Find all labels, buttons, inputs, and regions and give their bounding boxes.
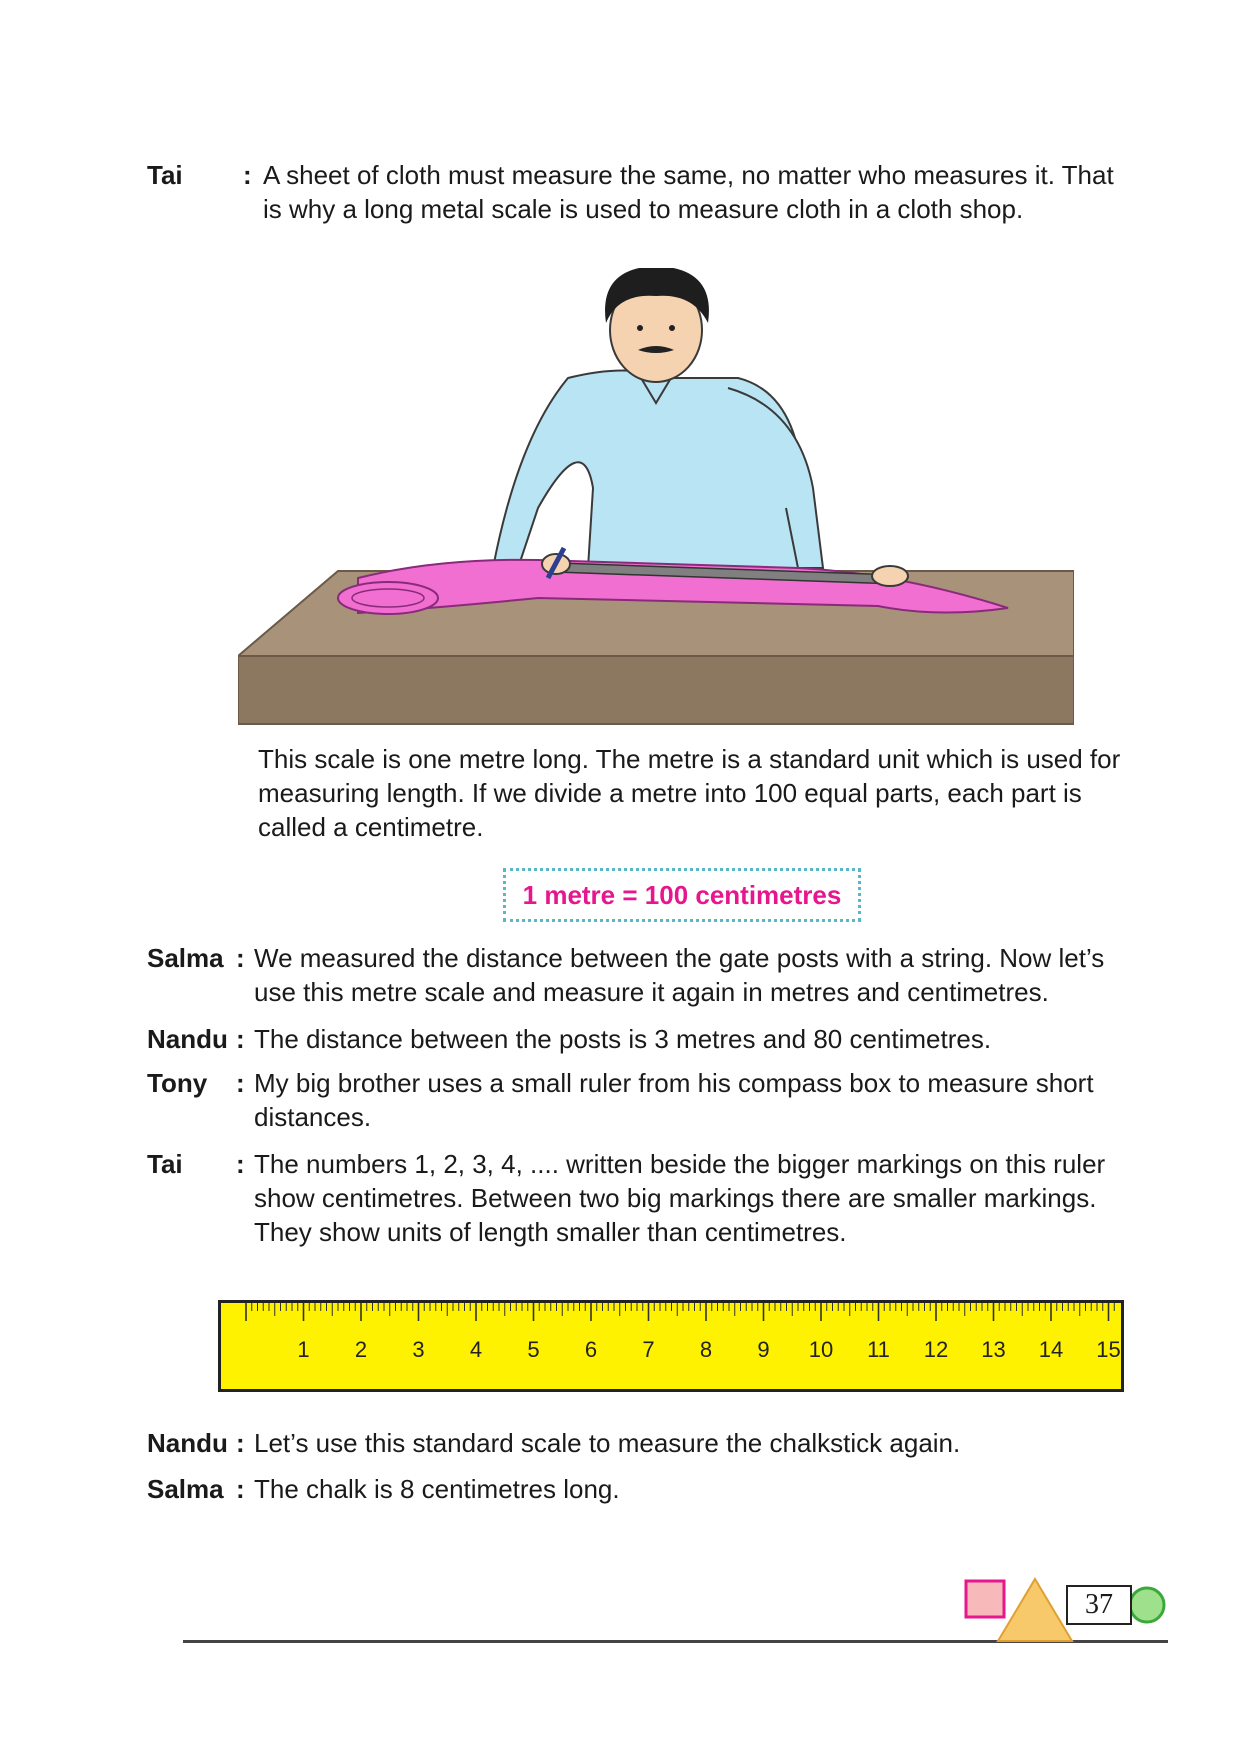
colon: : (236, 1149, 245, 1179)
dialogue-line: show centimetres. Between two big markings there are smaller markings. (254, 1183, 1097, 1213)
ruler-label: 11 (867, 1337, 890, 1362)
ruler-label: 4 (469, 1337, 483, 1362)
ruler-label: 14 (1038, 1337, 1064, 1362)
formula-box (503, 868, 861, 922)
yellow-triangle-icon (998, 1579, 1072, 1641)
ruler-label: 8 (699, 1337, 713, 1362)
dialogue-line: A sheet of cloth must measure the same, no matter who measures it. That (263, 160, 1114, 190)
dialogue-line: My big brother uses a small ruler from his compass box to measure short (254, 1068, 1094, 1098)
colon: : (236, 1428, 245, 1458)
dialogue-line: We measured the distance between the gate posts with a string. Now let’s (254, 943, 1105, 973)
paragraph-line: This scale is one metre long. The metre is a standard unit which is used for (258, 744, 1121, 774)
ruler (218, 1300, 1124, 1392)
dialogue-line: They show units of length smaller than centimetres. (254, 1217, 847, 1247)
ruler-label: 1 (297, 1337, 310, 1362)
ruler-label: 12 (923, 1337, 949, 1362)
colon: : (236, 1068, 245, 1098)
dialogue-line: The distance between the posts is 3 metres and 80 centimetres. (254, 1024, 992, 1054)
formula-text: 1 metre = 100 centimetres (522, 879, 842, 910)
ruler-label: 15 (1096, 1337, 1121, 1362)
speaker-label: Tai (147, 1149, 183, 1179)
dialogue-line: The chalk is 8 centimetres long. (254, 1474, 620, 1504)
colon: : (243, 160, 252, 190)
speaker-label: Salma (147, 943, 224, 973)
right-hand (872, 566, 908, 586)
colon: : (236, 1024, 245, 1054)
paragraph-line: measuring length. If we divide a metre into 100 equal parts, each part is (258, 778, 1082, 808)
ruler-label: 6 (584, 1337, 598, 1362)
speaker-label: Tai (147, 160, 183, 190)
colon: : (236, 943, 245, 973)
cloth-measuring-illustration (238, 268, 1074, 728)
speaker-label: Nandu (147, 1428, 228, 1458)
ruler-label: 3 (412, 1337, 425, 1362)
ruler-label: 7 (642, 1337, 655, 1362)
ruler-label: 13 (981, 1337, 1006, 1362)
dialogue-line: The numbers 1, 2, 3, 4, .... written beside the bigger markings on this ruler (254, 1149, 1106, 1179)
ruler-label: 5 (527, 1337, 540, 1362)
speaker-label: Nandu (147, 1024, 228, 1054)
ruler-label: 2 (354, 1337, 368, 1362)
dialogue-line: distances. (254, 1102, 372, 1132)
dialogue-line: use this metre scale and measure it again in metres and centimetres. (254, 977, 1049, 1007)
dialogue-line: Let’s use this standard scale to measure the chalkstick again. (254, 1428, 961, 1458)
colon: : (236, 1474, 245, 1504)
page-number: 37 (1066, 1585, 1132, 1625)
ruler-label: 10 (808, 1337, 834, 1362)
pink-square-icon (966, 1581, 1004, 1617)
green-circle-icon (1130, 1588, 1164, 1622)
speaker-label: Salma (147, 1474, 224, 1504)
ruler-labels (297, 1337, 1120, 1362)
dialogue-line: is why a long metal scale is used to measure cloth in a cloth shop. (263, 194, 1024, 224)
ruler-label: 9 (757, 1337, 770, 1362)
table-front (238, 656, 1074, 724)
paragraph-line: called a centimetre. (258, 812, 484, 842)
speaker-label: Tony (147, 1068, 208, 1098)
shirt (493, 371, 813, 569)
cloth-roll (338, 582, 438, 614)
